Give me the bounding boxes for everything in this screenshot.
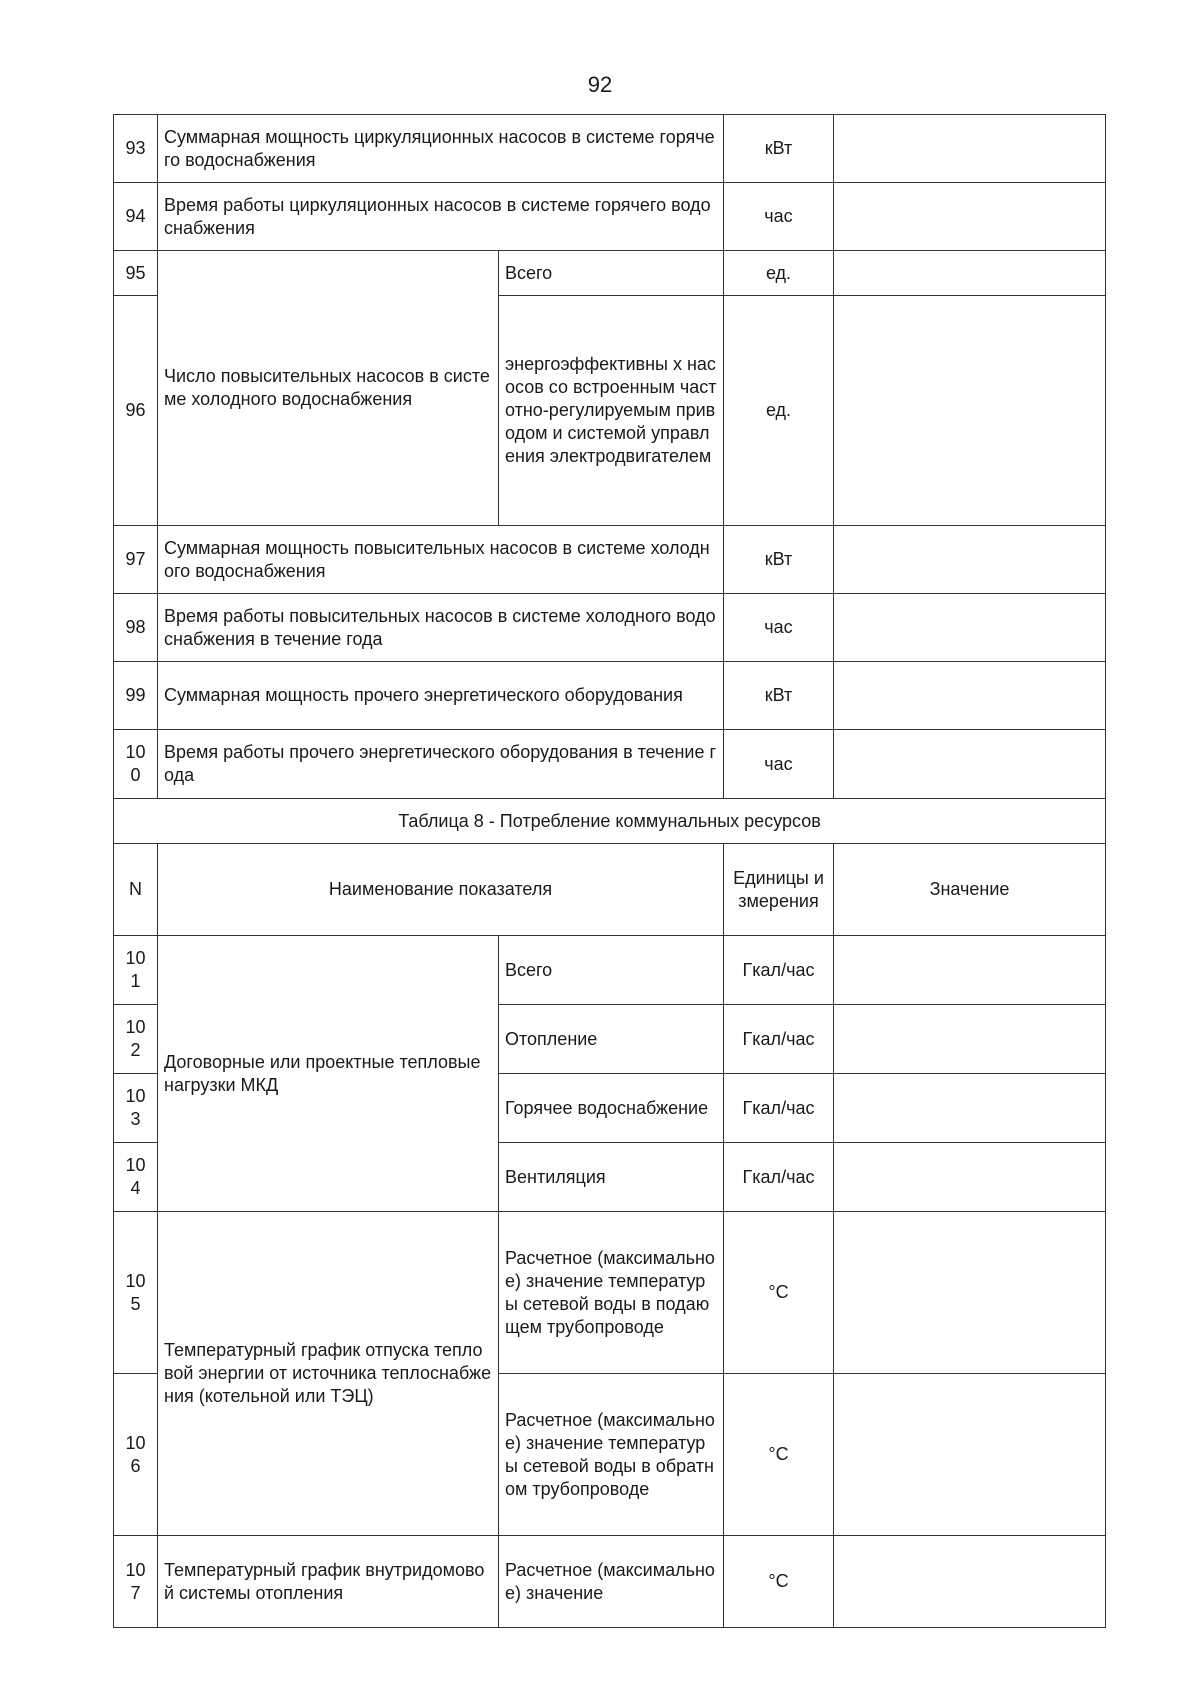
table-row (114, 936, 1106, 1005)
row-number: 96 (114, 296, 158, 526)
table-row (114, 251, 1106, 296)
unit-cell: Гкал/час (724, 1005, 834, 1074)
sub-indicator: Всего (499, 936, 724, 1005)
indicator-name: Время работы прочего энергетического оборудования в течение года (158, 730, 724, 799)
unit-cell: Гкал/час (724, 1074, 834, 1143)
row-number: 94 (114, 183, 158, 251)
sub-indicator: Вентиляция (499, 1143, 724, 1212)
indicator-name: Суммарная мощность повысительных насосов в системе холодного водоснабжения (158, 526, 724, 594)
value-cell (834, 183, 1106, 251)
value-cell (834, 251, 1106, 296)
indicator-name: Температурный график внутридомовой системы отопления (158, 1536, 499, 1628)
unit-cell: кВт (724, 115, 834, 183)
unit-cell: °С (724, 1536, 834, 1628)
value-cell (834, 526, 1106, 594)
unit-cell: Гкал/час (724, 1143, 834, 1212)
unit-cell: час (724, 183, 834, 251)
row-number: 99 (114, 662, 158, 730)
value-cell (834, 1212, 1106, 1374)
row-number: 10 1 (114, 936, 158, 1005)
indicator-group-name: Договорные или проектные тепловые нагрузки МКД (158, 936, 499, 1212)
unit-cell: кВт (724, 526, 834, 594)
table-row (114, 1212, 1106, 1374)
table-header-row (114, 844, 1106, 936)
table-row (114, 1536, 1106, 1628)
indicator-name: Суммарная мощность прочего энергетического оборудования (158, 662, 724, 730)
row-number: 10 5 (114, 1212, 158, 1374)
page-number: 92 (587, 72, 613, 97)
value-cell (834, 115, 1106, 183)
value-cell (834, 662, 1106, 730)
unit-cell: °С (724, 1212, 834, 1374)
sub-indicator: Всего (499, 251, 724, 296)
sub-indicator: Отопление (499, 1005, 724, 1074)
value-cell (834, 296, 1106, 526)
header-value: Значение (834, 844, 1106, 936)
value-cell (834, 1074, 1106, 1143)
unit-cell: час (724, 594, 834, 662)
row-number: 10 7 (114, 1536, 158, 1628)
sub-indicator: энергоэффективны х насосов со встроенным частотно-регулируемым приводом и системой управления электродвигателем (499, 296, 724, 526)
row-number: 97 (114, 526, 158, 594)
indicator-name: Время работы повысительных насосов в системе холодного водоснабжения в течение года (158, 594, 724, 662)
sub-indicator: Расчетное (максимальное) значение (499, 1536, 724, 1628)
value-cell (834, 594, 1106, 662)
value-cell (834, 1143, 1106, 1212)
value-cell (834, 730, 1106, 799)
value-cell (834, 1374, 1106, 1536)
row-number: 10 6 (114, 1374, 158, 1536)
table-row (114, 115, 1106, 183)
sub-indicator: Горячее водоснабжение (499, 1074, 724, 1143)
sub-indicator: Расчетное (максимальное) значение температуры сетевой воды в подающем трубопроводе (499, 1212, 724, 1374)
row-number: 98 (114, 594, 158, 662)
unit-cell: кВт (724, 662, 834, 730)
indicator-group-name: Число повысительных насосов в системе холодного водоснабжения (158, 251, 499, 526)
table-row (114, 730, 1106, 799)
row-number: 10 4 (114, 1143, 158, 1212)
row-number: 93 (114, 115, 158, 183)
sub-indicator: Расчетное (максимальное) значение температуры сетевой воды в обратном трубопроводе (499, 1374, 724, 1536)
indicator-name: Время работы циркуляционных насосов в системе горячего водоснабжения (158, 183, 724, 251)
value-cell (834, 1005, 1106, 1074)
indicator-group-name: Температурный график отпуска тепловой энергии от источника теплоснабжения (котельной или ТЭЦ) (158, 1212, 499, 1536)
indicators-table (113, 114, 1106, 1628)
table-8-title: Таблица 8 - Потребление коммунальных ресурсов (114, 799, 1106, 844)
unit-cell: ед. (724, 296, 834, 526)
indicator-name: Суммарная мощность циркуляционных насосов в системе горячего водоснабжения (158, 115, 724, 183)
table-title-row (114, 799, 1106, 844)
table-row (114, 594, 1106, 662)
header-name: Наименование показателя (158, 844, 724, 936)
row-number: 10 2 (114, 1005, 158, 1074)
value-cell (834, 1536, 1106, 1628)
row-number: 10 0 (114, 730, 158, 799)
header-n: N (114, 844, 158, 936)
value-cell (834, 936, 1106, 1005)
header-unit: Единицы измерения (724, 844, 834, 936)
unit-cell: °С (724, 1374, 834, 1536)
row-number: 10 3 (114, 1074, 158, 1143)
unit-cell: Гкал/час (724, 936, 834, 1005)
unit-cell: час (724, 730, 834, 799)
table-row (114, 662, 1106, 730)
unit-cell: ед. (724, 251, 834, 296)
table-row (114, 183, 1106, 251)
row-number: 95 (114, 251, 158, 296)
table-row (114, 526, 1106, 594)
